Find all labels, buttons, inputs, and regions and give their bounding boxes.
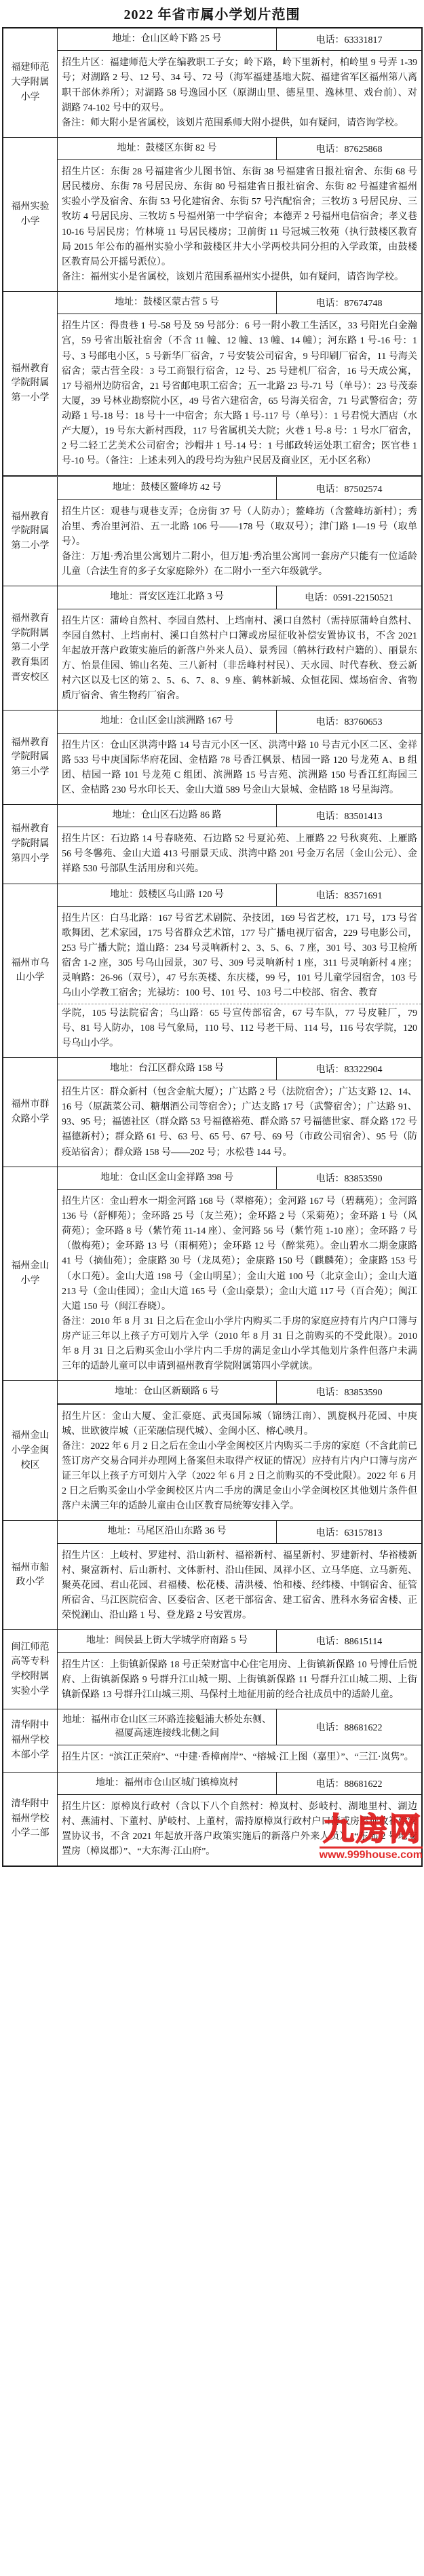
address-cell: 地址：仓山区金山金祥路 398 号 xyxy=(58,1167,277,1189)
phone-cell: 电话：83853590 xyxy=(315,1173,383,1184)
table-row xyxy=(3,1772,421,1866)
note-text: 备注：师大附小是省属校，该划片范围系师大附小提供，如有疑问，请咨询学校。 xyxy=(62,117,404,128)
zone-text: 招生片区：上街镇新保路 18 号正荣财富中心住宅用房、上街镇新保路 10 号博仕后悦府、上街镇新保路 9 号群升江山城一期、上街镇新保路 11 号群升江山城二期、上街镇新保路 13 号群升江山城三期、马保村土地征用前的经合社成员中的适龄儿童。 xyxy=(62,1659,417,1700)
phone-cell: 电话：83501413 xyxy=(315,812,383,822)
phone-cell: 电话：63157813 xyxy=(315,1528,383,1538)
school-name: 清华附中福州学校本部小学 xyxy=(3,1709,58,1772)
zone-cell xyxy=(58,1653,421,1709)
zone-cell xyxy=(58,907,421,1057)
address-cell: 地址：仓山区新颐路 6 号 xyxy=(58,1381,277,1403)
zone-cell xyxy=(58,1544,421,1630)
zone-text: 招生片区：石边路 14 号春晓苑、石边路 52 号夏沁苑、上雁路 22 号秋爽苑、上雁路 56 号冬馨苑、金山大道 413 号丽景天成、洪湾中路 201 号金万名居（金山公元）、金祥路 530 号部队生活用房和兴苑。 xyxy=(62,834,417,875)
table-row xyxy=(3,1167,421,1381)
phone-cell: 电话：83571691 xyxy=(315,890,383,901)
table-row xyxy=(3,884,421,1057)
phone-cell: 电话：0591-22150521 xyxy=(305,593,393,604)
zone-cell xyxy=(58,734,421,804)
address-cell: 地址：马尾区沿山东路 36 号 xyxy=(58,1521,277,1542)
school-name: 福州教育学院附属第二小学 xyxy=(3,477,58,586)
table-row xyxy=(3,1709,421,1772)
table-row xyxy=(3,29,421,137)
school-name: 福州教育学院附属第二小学教育集团晋安校区 xyxy=(3,586,58,710)
school-name: 福州金山小学金闽校区 xyxy=(3,1381,58,1520)
school-name: 闽江师范高等专科学校附属实验小学 xyxy=(3,1630,58,1709)
zone-text: 招生片区：福建师范大学在编教职工子女；岭下路，岭下里新村，柏岭里 9 号弄 1-39 号；对湖路 2 号、12 号、34 号、72 号（海军福建基地大院、福建省军区福州第八离职干部休养所）；对湖路 58 号逸园小区（原湖山里、德星里、逸林里、戏台前）、对湖路 74-102 号中的双号。 xyxy=(62,58,417,113)
table-row xyxy=(3,475,421,586)
address-cell: 地址：鼓楼区东街 82 号 xyxy=(58,138,277,159)
school-name: 福州市乌山小学 xyxy=(3,884,58,1057)
table-row xyxy=(3,804,421,884)
zone-cell xyxy=(58,1795,421,1865)
phone-cell: 电话：83760653 xyxy=(315,717,383,728)
school-zoning-table xyxy=(2,27,423,1867)
zone-cell xyxy=(58,51,421,137)
note-text: 备注：福州实小是省属校，该划片范围系福州实小提供，如有疑问，请咨询学校。 xyxy=(62,271,404,282)
address-cell: 地址：仓山区岭下路 25 号 xyxy=(58,29,277,50)
school-name: 福州市群众路小学 xyxy=(3,1058,58,1167)
note-text: 备注：2022 年 6 月 2 日之后在金山小学金闽校区片内购买二手房的家庭（不含此前已签订房产交易合同并办理网上备案但未取得产权证的情况）应持有片内户口簿与房产证三年以上孩子方可划片入学（2022 年 6 月 2 日之前购买的不受此限）。2022 年 6 月 2 日之后购买金山小学金闽校区片内二手房的满足金山小学金闽校区其他划片条件但落户未满三年的适龄儿童由仓山区教育局统筹安排入学。 xyxy=(62,1441,417,1512)
school-name: 福建师范大学附属小学 xyxy=(3,29,58,137)
school-name: 清华附中福州学校小学二部 xyxy=(3,1773,58,1866)
zone-cell xyxy=(58,1080,421,1167)
table-row xyxy=(3,1380,421,1520)
address-cell: 地址：福州市仓山区城门镇樟岚村 xyxy=(58,1773,277,1794)
page-title: 2022 年省市属小学划片范围 xyxy=(123,7,301,22)
phone-cell: 电话：63331817 xyxy=(315,35,383,46)
address-cell: 地址：鼓楼区乌山路 120 号 xyxy=(58,884,277,906)
zone-cell xyxy=(58,314,421,475)
zone-cell xyxy=(58,1745,421,1771)
address-cell: 地址：台江区群众路 158 号 xyxy=(58,1058,277,1080)
phone-cell: 电话：88615114 xyxy=(315,1637,383,1648)
phone-cell: 电话：83853590 xyxy=(315,1388,383,1399)
school-name: 福州教育学院附属第三小学 xyxy=(3,711,58,804)
zone-cell xyxy=(58,1405,421,1521)
zone-text: 招生片区：得贵巷 1 号-58 号及 59 号部分：6 号一附小教工生活区，33 号阳光白金瀚宫，59 号省出版社宿舍（不含 11 幢、12 幢、13 幢、14 幢）；河东路 1 号-16 号：1 号、3 号邮电小区，5 号新华厂宿舍，7 号安装公司宿舍，9 号印刷厂宿舍，11 号海关宿舍；蒙古营全段：3 号工商银行宿舍，12 号、25 号建机厂宿舍，16 号天成公寓，17 号福州边防宿舍，21 号省邮电职工宿舍；五一北路 23 号-71 号（单号）：23 号茂泰大厦，39 号林业勘察院小区，49 号省六建宿舍，65 号海关宿舍，71 号武警宿舍；劳动路 1 号-18 号：18 号十一中宿舍；东大路 1 号-117 号（单号）：1 号君悦大酒店（水产大厦），19 号东大新村西段，117 号省属机关大院；火巷 1 号-8 号：1 号水厂宿舍，2 号二轻工艺美术公司宿舍；沙帽井 1 号-14 号：1 号邮政转运处职工宿舍；医官巷 1 号-10 号。（备注：上述未列入的段号均为独户民居及商业区，无小区名称） xyxy=(62,321,417,467)
phone-cell: 电话：88681622 xyxy=(315,1779,383,1789)
phone-cell: 电话：87674748 xyxy=(315,299,383,309)
zone-text: 招生片区：金山碧水一期金河路 168 号（翠榕苑）；金河路 167 号（碧藕苑）；金河路 136 号（舒柳苑）；金环路 25 号（友兰苑）；金环路 2 号（采菊苑）；金环路 1 号（风荷苑）；金环路 8 号（紫竹苑 11-14 座）、金河路 56 号（紫竹苑 1-10 座）；金环路 7 号（傲梅苑）；金环路 13 号（雨桐苑）；金环路 12 号（醉棠苑）。金山碧水二期金康路 41 号（摘仙苑）；金康路 30 号（龙凤苑）；金康路 150 号（麒麟苑）；金康路 153 号（水口苑）。金山大道 198 号（金山明星）；金山大道 100 号（北京金山）；金山大道 213 号（金山佳园）；金山大道 165 号（金山豪景）；金山大道 117 号（百合苑）；闽江大道 150 号（闽江春晓）。 xyxy=(62,1196,417,1312)
table-row xyxy=(3,1057,421,1167)
zone-text: 招生片区：蒲岭自然村、李园自然村、上垱南村、溪口自然村（需持原蒲岭自然村、李园自然村、上垱南村、溪口自然村户口簿或房屋征收补偿安置协议书，不含 2021 年起放开落户政策实施后的新落户外来人员）、景秀园（鹤林行政村户籍的）、丽景东方、怡景佳园、锦山名苑、三八新村（非岳峰村村民）、天水园、时代春秋、登云新村六区以及七区的第 2、5、6、7、8、9 座、鹤林新城、众恒花园、煤场宿舍、省物质厅宿舍、省生物药厂宿舍。 xyxy=(62,615,417,702)
table-row xyxy=(3,137,421,291)
zone-text: 招生片区：白马北路：167 号省艺术剧院、杂技团，169 号省艺校，171 号，173 号省歌舞团、艺术家园，175 号省群众艺术馆，177 号广播电视厅宿舍，229 号电影公司，253 号广播大院；道山路：234 号灵响新村 2、3、5、6、7 座，301 号、303 号卫检所宿舍 1-2 座，305 号乌山园景，307 号、309 号灵响新村 1 座，311 号灵响新村 4 座；灵响路：26-96（双号），47 号东英楼、东庆楼，99 号，101 号儿童学园宿舍，103 号乌山小学教工宿舍；光禄坊：100 号、101 号、103 号二中校部、宿舍、教育 xyxy=(62,913,417,999)
school-name: 福州实验小学 xyxy=(3,138,58,291)
note-text: 备注：2010 年 8 月 31 日之后在金山小学片内购买二手房的家庭应持有片内户口簿与房产证三年以上孩子方可划片入学（2010 年 8 月 31 日之前购买的不受此限）。2010 年 8 月 31 日之后购买金山小学片内二手房的满足金山小学其他划片条件但落户未满三年的适龄儿童可以申请到福州教育学院附属第四小学就读。 xyxy=(62,1316,417,1372)
zone-text: 招生片区：原樟岚行政村（含以下八个自然村：樟岚村、彭岐村、湖地里村、湖边村、燕浦村、下董村、胪岐村、上董村，需持原樟岚行政村户口簿或房屋征收补偿安置协议书，不含 2021 年起放开落户政策实施后的新落户外来人员）、“东部 2 号地安置房（樟岚郡）”、“大东海·江山府”。 xyxy=(62,1801,417,1857)
phone-cell: 电话：87625868 xyxy=(315,144,383,155)
phone-cell: 电话：83322904 xyxy=(315,1064,383,1075)
zone-text: 招生片区：上岐村、罗建村、沿山新村、福裕新村、福星新村、罗建新村、华裕楼新村、聚富新村、后山新村、文体新村、沿山佳园、凤祥小区、立马华庭、立马新苑、聚英花园、君山花园、君福楼、松花楼、清洪楼、怡和楼、经纬楼、中钢宿舍、征管所宿舍、马江医院宿舍、区委宿舍、区老干部宿舍、建工宿舍、胜科水务宿舍楼、正荣悦澜山、沿山路 1 号、登龙路 2 号安置房。 xyxy=(62,1550,417,1621)
zone-cell xyxy=(58,160,421,291)
table-row xyxy=(3,710,421,804)
phone-cell: 电话：87502574 xyxy=(315,484,383,495)
address-cell: 地址：闽侯县上街大学城学府南路 5 号 xyxy=(58,1630,277,1652)
watermark-url: www.999house.com xyxy=(319,1849,423,1861)
zone-text-continued: 学院，105 号法院宿舍；乌山路：65 号宣传部宿舍，67 号车队，77 号皮鞋厂，79 号、81 号人防办，108 号气象局，110 号、112 号老干局、114 号，116 号农学院，120 号乌山小学。 xyxy=(62,1008,417,1048)
address-cell: 地址：鼓楼区蒙古营 5 号 xyxy=(58,292,277,314)
zone-text: 招生片区：“滨江正荣府”、“中建·香樟南岸”、“榕城·江上图（嘉里）”、“三江·岚隽”。 xyxy=(62,1752,414,1763)
table-row xyxy=(3,291,421,475)
zone-cell xyxy=(58,500,421,586)
school-name: 福州教育学院附属第四小学 xyxy=(3,805,58,884)
address-cell: 地址：福州市仓山区三环路连接魁浦大桥处东侧、福厦高速连接线北侧之间 xyxy=(58,1709,277,1745)
table-row xyxy=(3,586,421,710)
zone-cell xyxy=(58,827,421,883)
zone-cell xyxy=(58,1190,421,1380)
school-name: 福州市船政小学 xyxy=(3,1521,58,1629)
address-cell: 地址：仓山区石边路 86 路 xyxy=(58,805,277,827)
table-row xyxy=(3,1629,421,1709)
table-row xyxy=(3,1520,421,1629)
watermark-logo: 九房网 xyxy=(323,1812,423,1847)
phone-cell: 电话：88681622 xyxy=(315,1723,383,1734)
zone-text: 招生片区：观巷与观巷支弄；仓房街 37 号（人防办）；鳌峰坊（含鳌峰坊新村）；秀冶里、秀冶里河沿、五一北路 106 号——178 号（取双号）；津门路 1—19 号（取单号）。 xyxy=(62,506,417,547)
address-cell: 地址：鼓楼区鳌峰坊 42 号 xyxy=(58,477,277,499)
note-text: 备注：万旭·秀冶里公寓划片二附小，但万旭·秀冶里公寓同一套房产只能有一位适龄儿童（合法生育的多子女家庭除外）在二附小一至六年级就学。 xyxy=(62,552,417,577)
zone-text: 招生片区：金山大厦、金汇豪庭、武夷国际城（锦绣江南）、凯旋枫丹花园、中庚城、世欧彼岸城（正荣融信现代城）、金闽小区、榕心映月。 xyxy=(62,1411,417,1437)
school-name: 福州教育学院附属第一小学 xyxy=(3,292,58,475)
zone-cell xyxy=(58,609,421,711)
address-cell: 地址：晋安区连江北路 3 号 xyxy=(58,586,277,608)
school-name: 福州金山小学 xyxy=(3,1167,58,1381)
address-cell: 地址：仓山区金山滨洲路 167 号 xyxy=(58,711,277,732)
zone-text: 招生片区：群众新村（包含金航大厦）；广达路 2 号（法院宿舍）；广达支路 12、14、16 号（原蔬菜公司、糖烟酒公司等宿舍）；广达支路 17 号（武警宿舍）；广达路 91、93、95 号；福德社区（群众路 53 号福德裕苑、群众路 57 号福德世家、群众路 172 号福德新村）；群众路 61 号、63 号、65 号、67 号、69 号（市政公司宿舍）、95 号（防疫站宿舍）；群众路 158 号——202 号；水松巷 144 号。 xyxy=(62,1087,417,1158)
zone-text: 招生片区：仓山区洪湾中路 14 号吉元小区一区、洪湾中路 10 号吉元小区二区、金祥路 533 号中庚国际华府花园、金桔路 78 号香江枫景、桔园一路 120 号龙苑 A、B 组团、桔园一路 101 号龙苑 C 组团、滨洲路 15 号吉苑、滨洲路 150 号香江红海园三区、金桔路 230 号水印长天、金山大道 589 号金山大景城、金桔路 18 号星海湾。 xyxy=(62,740,417,795)
zone-text: 招生片区：东街 28 号福建省少儿图书馆、东街 38 号福建省日报社宿舍、东街 68 号居民楼房、东街 78 号居民房、东街 80 号福建省日报社宿舍、东街 82 号福建省福州实验小学及宿舍、东街 53 号化建宿舍、东街 57 号汽配宿舍；三牧坊 3 号居民房、三牧坊 4 号居民房、三牧坊 5 号福州第一中学宿舍；本德弄 2 号福州电信宿舍；孝义巷 10-16 号居民房；竹林境 11 号居民楼房；卫前街 11 号冠城三牧苑（执行鼓楼区教育局 2015 年公布的福州实验小学和鼓楼区井大小学两校共同分担的入学政策，由鼓楼区教育局公开摇号派位）。 xyxy=(62,167,417,267)
